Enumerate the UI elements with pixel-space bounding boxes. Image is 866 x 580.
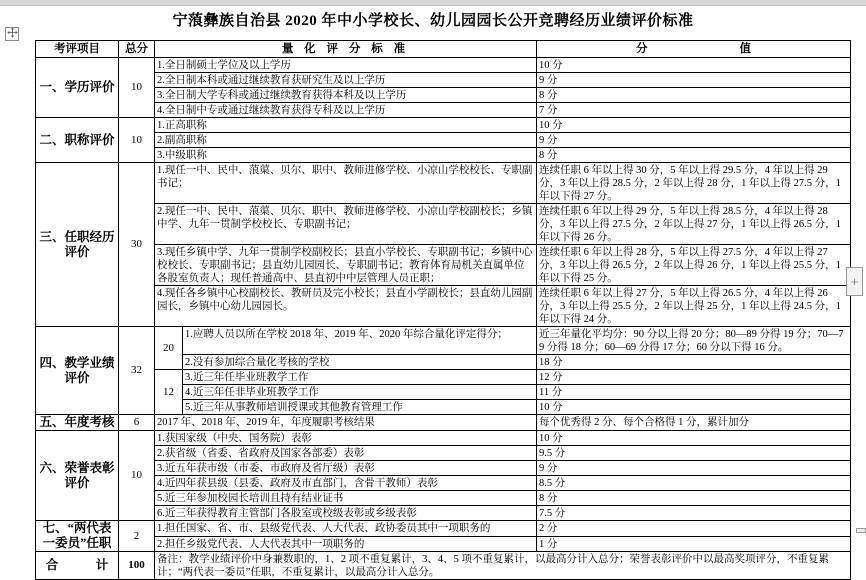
value-cell: 连续任职 6 年以上得 27 分，5 年以上得 26.5 分，4 年以上得 26 分，3 年以上得 25.5 分，2 年以上得 25 分，1 年以上得 24.5 分，1 年以下得 24 分。 — [537, 286, 851, 327]
toolbar-bottom-edge — [0, 0, 866, 6]
value-cell: 12 分 — [537, 370, 851, 385]
criteria-cell: 3.全日制大学专科或通过继续教育获得本科及以上学历 — [155, 88, 537, 103]
section-total: 32 — [119, 327, 155, 415]
value-cell: 9 分 — [537, 133, 851, 148]
value-cell: 2 分 — [537, 521, 851, 537]
table-resize-handle[interactable] — [856, 528, 866, 533]
criteria-cell: 2017 年、2018 年、2019 年，年度履职考核结果 — [155, 415, 537, 431]
value-cell: 10 分 — [537, 58, 851, 73]
criteria-cell: 6.近三年获得教育主管部门各股室或校级表彰或乡级表彰 — [155, 506, 537, 521]
criteria-cell: 2.没有参加综合量化考核的学校 — [183, 355, 537, 370]
criteria-cell: 3.近三年任毕业班教学工作 — [183, 370, 537, 385]
criteria-cell: 1.全日制硕士学位及以上学历 — [155, 58, 537, 73]
header-item: 考评项目 — [36, 41, 119, 58]
criteria-cell: 4.近三年任非毕业班教学工作 — [183, 385, 537, 400]
criteria-cell: 3.近五年获市级（市委、市政府及省厅级）表彰 — [155, 461, 537, 476]
insert-control-button[interactable]: + — [846, 267, 863, 296]
header-value: 分 值 — [537, 41, 851, 58]
value-cell: 10 分 — [537, 118, 851, 133]
value-cell: 9 分 — [537, 461, 851, 476]
criteria-cell: 1.担任国家、省、市、县级党代表、人大代表、政协委员其中一项职务的 — [155, 521, 537, 537]
section-label-rank: 二、职称评价 — [36, 118, 119, 163]
criteria-cell: 1.正高职称 — [155, 118, 537, 133]
value-cell: 11 分 — [537, 385, 851, 400]
section-total: 10 — [119, 118, 155, 163]
value-cell: 8 分 — [537, 88, 851, 103]
value-cell: 9.5 分 — [537, 446, 851, 461]
value-cell: 连续任职 6 年以上得 28 分，5 年以上得 27.5 分，4 年以上得 27 分，3 年以上得 26.5 分，2 年以上得 26 分，1 年以上得 25.5 分，1 年以下得 25 分。 — [537, 245, 851, 286]
page-title: 宁蒗彝族自治县 2020 年中小学校长、幼儿园园长公开竞聘经历业绩评价标准 — [172, 13, 694, 29]
footer-note: 备注：教学业绩评价中身兼数职的，1、2 项不重复累计，3、4、5 项不重复累计，以最高分计入总分；荣誉表彰评价中以最高奖项评分，不重复累计；“两代表一委员”任职，不重复累计，以最高分计入总分。 — [155, 552, 851, 580]
section-label-teaching: 四、教学业绩评价 — [36, 327, 119, 415]
value-cell: 8 分 — [537, 491, 851, 506]
header-criteria: 量 化 评 分 标 准 — [155, 41, 537, 58]
footer-total: 100 — [119, 552, 155, 580]
criteria-cell: 2.获省级（省委、省政府及国家各部委）表彰 — [155, 446, 537, 461]
value-cell: 18 分 — [537, 355, 851, 370]
subgroup-score: 20 — [155, 327, 183, 370]
value-cell: 10 分 — [537, 400, 851, 415]
section-label-honors: 六、荣誉表彰评价 — [36, 431, 119, 521]
value-cell: 8 分 — [537, 148, 851, 163]
criteria-cell: 2.副高职称 — [155, 133, 537, 148]
footer-label: 合 计 — [36, 552, 119, 580]
value-cell: 9 分 — [537, 73, 851, 88]
criteria-cell: 1.获国家级（中央、国务院）表彰 — [155, 431, 537, 446]
criteria-cell: 1.应聘人员以所在学校 2018 年、2019 年、2020 年综合量化评定得分； — [183, 327, 537, 355]
value-cell: 连续任职 6 年以上得 30 分，5 年以上得 29.5 分，4 年以上得 29 分，3 年以上得 28.5 分，2 年以上得 28 分，1 年以上得 27.5 分，1 年以下得 27 分。 — [537, 163, 851, 204]
section-total: 10 — [119, 431, 155, 521]
section-label-annual: 五、年度考核 — [36, 415, 119, 431]
section-total: 30 — [119, 163, 155, 327]
section-label-education: 一、学历评价 — [36, 58, 119, 118]
value-cell: 1 分 — [537, 536, 851, 552]
section-total: 6 — [119, 415, 155, 431]
criteria-cell: 5.近三年从事教师培训授课或其他教育管理工作 — [183, 400, 537, 415]
criteria-cell: 4.近四年获县级（县委、政府及市直部门，含骨干教师）表彰 — [155, 476, 537, 491]
value-cell: 7.5 分 — [537, 506, 851, 521]
value-cell: 连续任职 6 年以上得 29 分，5 年以上得 28.5 分，4 年以上得 28 分，3 年以上得 27.5 分，2 年以上得 27 分，1 年以上得 26.5 分，1 年以下得 26 分。 — [537, 204, 851, 245]
criteria-cell: 2.现任一中、民中、蒗蕖、贝尔、职中、教师进修学校、小凉山学校副校长；乡镇中学、九年一贯制学校校长、专职副书记； — [155, 204, 537, 245]
value-cell: 每个优秀得 2 分、每个合格得 1 分，累计加分 — [537, 415, 851, 431]
move-icon — [7, 25, 18, 43]
evaluation-standards-table — [35, 40, 851, 580]
criteria-cell: 3.现任乡镇中学、九年一贯制学校副校长；县直小学校长、专职副书记；乡镇中心校校长、专职副书记；县直幼儿园园长、专职副书记；教育体育局机关直属单位各股室负责人；现任普通高中、县直初中中层管理人员正职； — [155, 245, 537, 286]
value-cell: 7 分 — [537, 103, 851, 118]
criteria-cell: 1.现任一中、民中、蒗蕖、贝尔、职中、教师进修学校、小凉山学校校长、专职副书记； — [155, 163, 537, 204]
section-total: 2 — [119, 521, 155, 552]
criteria-cell: 4.现任各乡镇中心校副校长、教研员及完小校长；县直小学副校长；县直幼儿园副园长，乡镇中心幼儿园园长。 — [155, 286, 537, 327]
criteria-cell: 3.中级职称 — [155, 148, 537, 163]
header-total: 总分 — [119, 41, 155, 58]
value-cell: 8.5 分 — [537, 476, 851, 491]
subgroup-score: 12 — [155, 370, 183, 415]
criteria-cell: 2.全日制本科或通过继续教育获研究生及以上学历 — [155, 73, 537, 88]
section-label-tenure: 三、任职经历评价 — [36, 163, 119, 327]
value-cell: 近三年量化平均分：90 分以上得 20 分；80—89 分得 19 分；70—79 分得 18 分；60—69 分得 17 分；60 分以下得 16 分。 — [537, 327, 851, 355]
criteria-cell: 2.担任乡级党代表、人大代表其中一项职务的 — [155, 536, 537, 552]
value-cell: 10 分 — [537, 431, 851, 446]
criteria-cell: 4.全日制中专或通过继续教育获得专科及以上学历 — [155, 103, 537, 118]
table-move-handle[interactable] — [5, 27, 19, 41]
section-label-delegates: 七、“两代表一委员”任职 — [36, 521, 119, 552]
criteria-cell: 5.近三年参加校园长培训且持有结业证书 — [155, 491, 537, 506]
section-total: 10 — [119, 58, 155, 118]
